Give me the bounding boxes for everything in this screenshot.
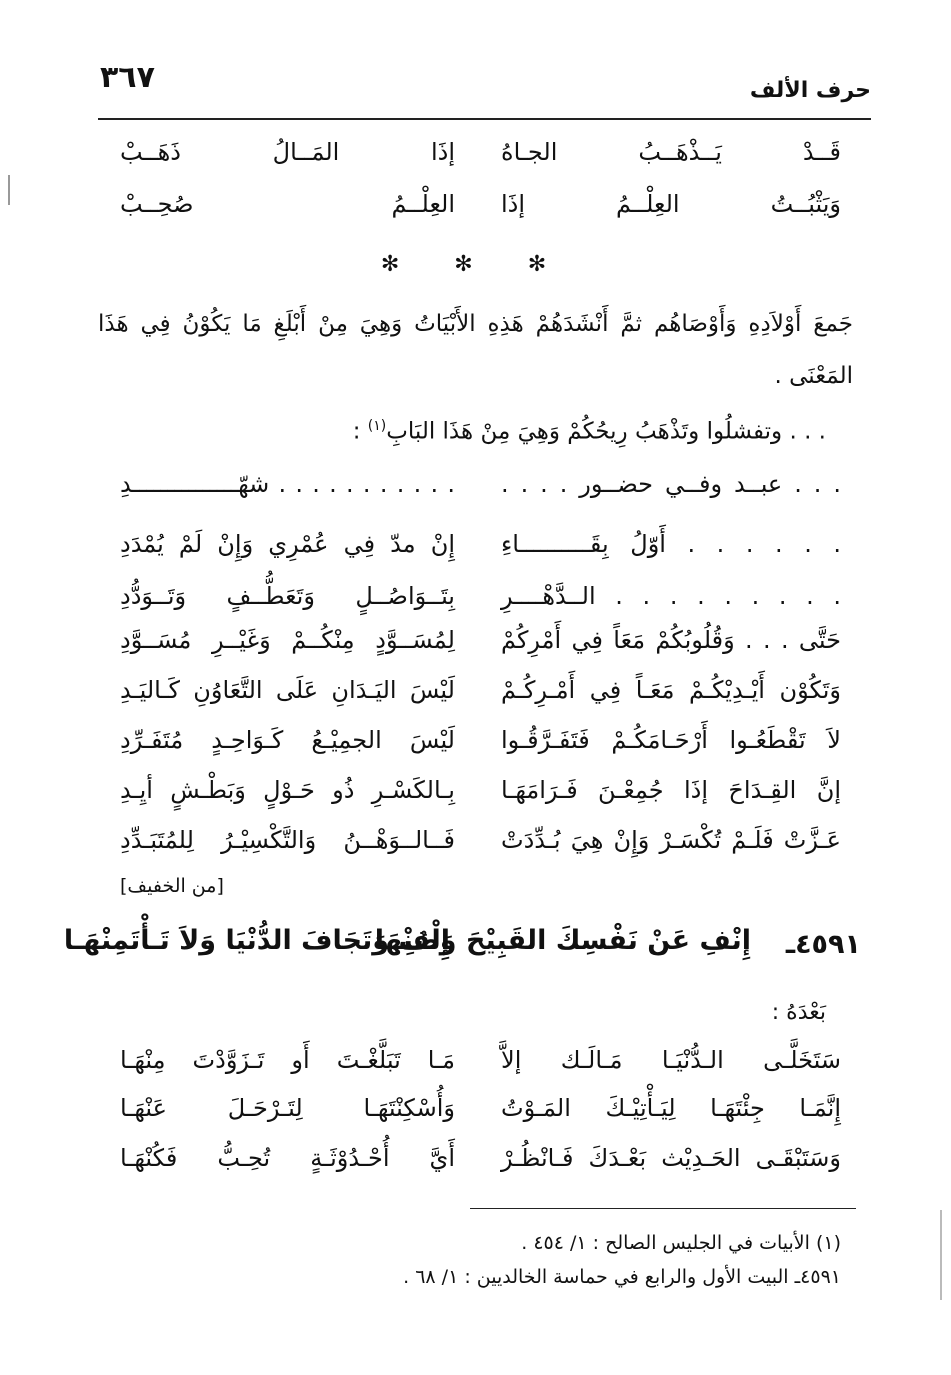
- footnote: ٤٥٩١ـ البيت الأول والرابع في حماسة الخالديين : ١/ ٦٨ .: [403, 1266, 841, 1288]
- verse-line: [120, 1046, 841, 1098]
- verse-hemistich-second: العِلْــمُ صُحِــبْ: [120, 190, 455, 218]
- verse-hemistich-second: إذَا المَــالُ ذَهَــبْ: [120, 138, 455, 166]
- verse-hemistich-second: بِتَــوَاصُــلٍ وَتَعَطُّــفٍ وَتَــوَدُّدِ: [120, 582, 455, 610]
- verse-line: [120, 726, 841, 778]
- verse-hemistich-second: إِلْفِ وَتَجَافَ الدُّنْيَا وَلاَ تَـأْتَمِنْهَـا: [63, 925, 450, 956]
- verse-hemistich-first: وَسَتَبْقَـى الحَـدِيْث بَعْـدَكَ فَـانْظُـرْ: [501, 1144, 841, 1172]
- verse-hemistich-second: وَأُسْكِنْتَهَـا لِتَـرْحَـلَ عَنْهَـا: [120, 1094, 455, 1122]
- continuation-note: بَعْدَهُ :: [771, 1000, 826, 1025]
- verse-hemistich-second: أَيَّ أُحْـدُوْثَـةٍ تُحِـبُّ فَكُنْهَـا: [120, 1144, 455, 1172]
- verse-line: [120, 776, 841, 828]
- verse-hemistich-first: إِنْفِ عَنْ نَفْسِكَ القَبِيْحَ وَصُنْهَا: [374, 925, 751, 956]
- verse-line: [120, 138, 841, 190]
- verse-hemistich-second: مَـا تَبَلَّغْـتَ أَو تَـزَوَّدْتَ مِنْهَـا: [120, 1046, 455, 1074]
- verse-line: [120, 470, 841, 522]
- header-rule: [98, 118, 871, 120]
- verse-hemistich-second: بِـالكَسْـرِ ذُو حَـوْلٍ وَبَطْـشٍ أيِـدِ: [120, 776, 455, 804]
- verse-line: [120, 530, 841, 582]
- verse-line: [120, 676, 841, 728]
- prose-paragraph: [98, 298, 853, 402]
- verse-hemistich-first: . . . . . . . . . الــدَّهْــــرِ: [501, 582, 841, 610]
- footnote-rule: [470, 1208, 856, 1209]
- verse-hemistich-first: عَـزَّتْ فَلَـمْ تُكْسَـرْ وَإِنْ هِيَ بُـدِّدَتْ: [501, 826, 841, 854]
- verse-hemistich-second: إِنْ مدّ فِي عُمْرِي وَإِنْ لَمْ يُمْدَدِ: [120, 530, 455, 558]
- prose-paragraph: [98, 400, 826, 458]
- verse-line: [120, 1094, 841, 1146]
- verse-hemistich-first: . . . . . . أَوّلُ بِقَــــــــــاءِ: [501, 530, 841, 558]
- footnote-ref: (١): [367, 418, 387, 434]
- verse-hemistich-second: لَيْسَ اليَـدَانِ عَلَى التَّعَاوُنِ كَـاليَـدِ: [120, 676, 455, 704]
- prose-line-end: :: [352, 418, 368, 445]
- verse-hemistich-first: سَتَخَلَّـى الـدُّنْيَـا مَـالَـك إلاَّ: [501, 1046, 841, 1074]
- verse-hemistich-first: لاَ تَقْطَعُـوا أَرْحَـامَكُـمْ فَتَفَـرَّقُـوا: [501, 726, 841, 754]
- page-number: ٣٦٧: [100, 60, 155, 95]
- verse-line: [120, 1144, 841, 1196]
- verse-hemistich-first: وَيَثْبُــتُ العِلْــمُ إذَا: [501, 190, 841, 218]
- verse-hemistich-second: لِمُسَــوَّدٍ مِنْكُــمْ وَغَيْــرِ مُسَــوَّدِ: [120, 626, 455, 654]
- chapter-title: حرف الألف: [749, 78, 871, 103]
- verse-line: [120, 626, 841, 678]
- verse-hemistich-first: قَــدْ يَــذْهَــبُ الجـاهُ: [501, 138, 841, 166]
- verse-hemistich-first: . . . عبــد وفــي حضــور . . . .: [501, 470, 841, 498]
- section-separator: ✻ ✻ ✻: [380, 252, 571, 277]
- meter-label: [من الخفيف]: [120, 875, 224, 897]
- verse-hemistich-second: فَــالــوَهْــنُ وَالتَّكْسِيْـرُ لِلمُتَبَـدِّدِ: [120, 826, 455, 854]
- page-header: [100, 60, 871, 110]
- verse-hemistich-second: . . . . . . . . . . . شهّـــــــــــــــدِ: [120, 470, 455, 498]
- verse-hemistich-first: إنَّ القِـدَاحَ إذَا جُمِعْـنَ فَـرَامَهَـا: [501, 776, 841, 804]
- scan-edge-mark: [940, 1210, 942, 1300]
- prose-line: . . . وتفشلُوا وتَذْهَبُ رِيحُكُمْ وَهِيَ مِنْ هَذَا البَابِ: [386, 418, 826, 445]
- verse-hemistich-first: وَتَكُوْن أَيْـدِيْكُـمْ مَعَـاً فِي أَمْـرِكُـمْ: [501, 676, 841, 704]
- prose-line: المَعْنَى .: [774, 363, 853, 389]
- verse-line: [120, 826, 841, 878]
- scan-edge-mark: [8, 175, 10, 205]
- verse-hemistich-second: لَيْسَ الجمِيْـعُ كَـوَاحِـدٍ مُتَفَـرِّدِ: [120, 726, 455, 754]
- poem-heading: [63, 925, 861, 975]
- prose-line: جَمعَ أَوْلاَدِهِ وَأَوْصَاهُم ثمَّ أَنْشَدَهُمْ هَذِهِ الأَبْيَاتُ وَهِيَ مِنْ أَبْلَغِ مَا يَكُوْنُ فِي هَذَا: [98, 311, 853, 337]
- poem-number: ٤٥٩١ـ: [785, 929, 861, 960]
- footnote: (١) الأبيات في الجليس الصالح : ١/ ٤٥٤ .: [521, 1232, 841, 1254]
- verse-hemistich-first: إِنَّمَـا جِئْتَهَـا لِيَـأْتِيْـكَ المَـوْتُ: [501, 1094, 841, 1122]
- verse-hemistich-first: حَتَّى . . . وَقُلُوبُكُمْ مَعَاً فِي أَمْرِكُمْ: [501, 626, 841, 654]
- verse-line: [120, 190, 841, 242]
